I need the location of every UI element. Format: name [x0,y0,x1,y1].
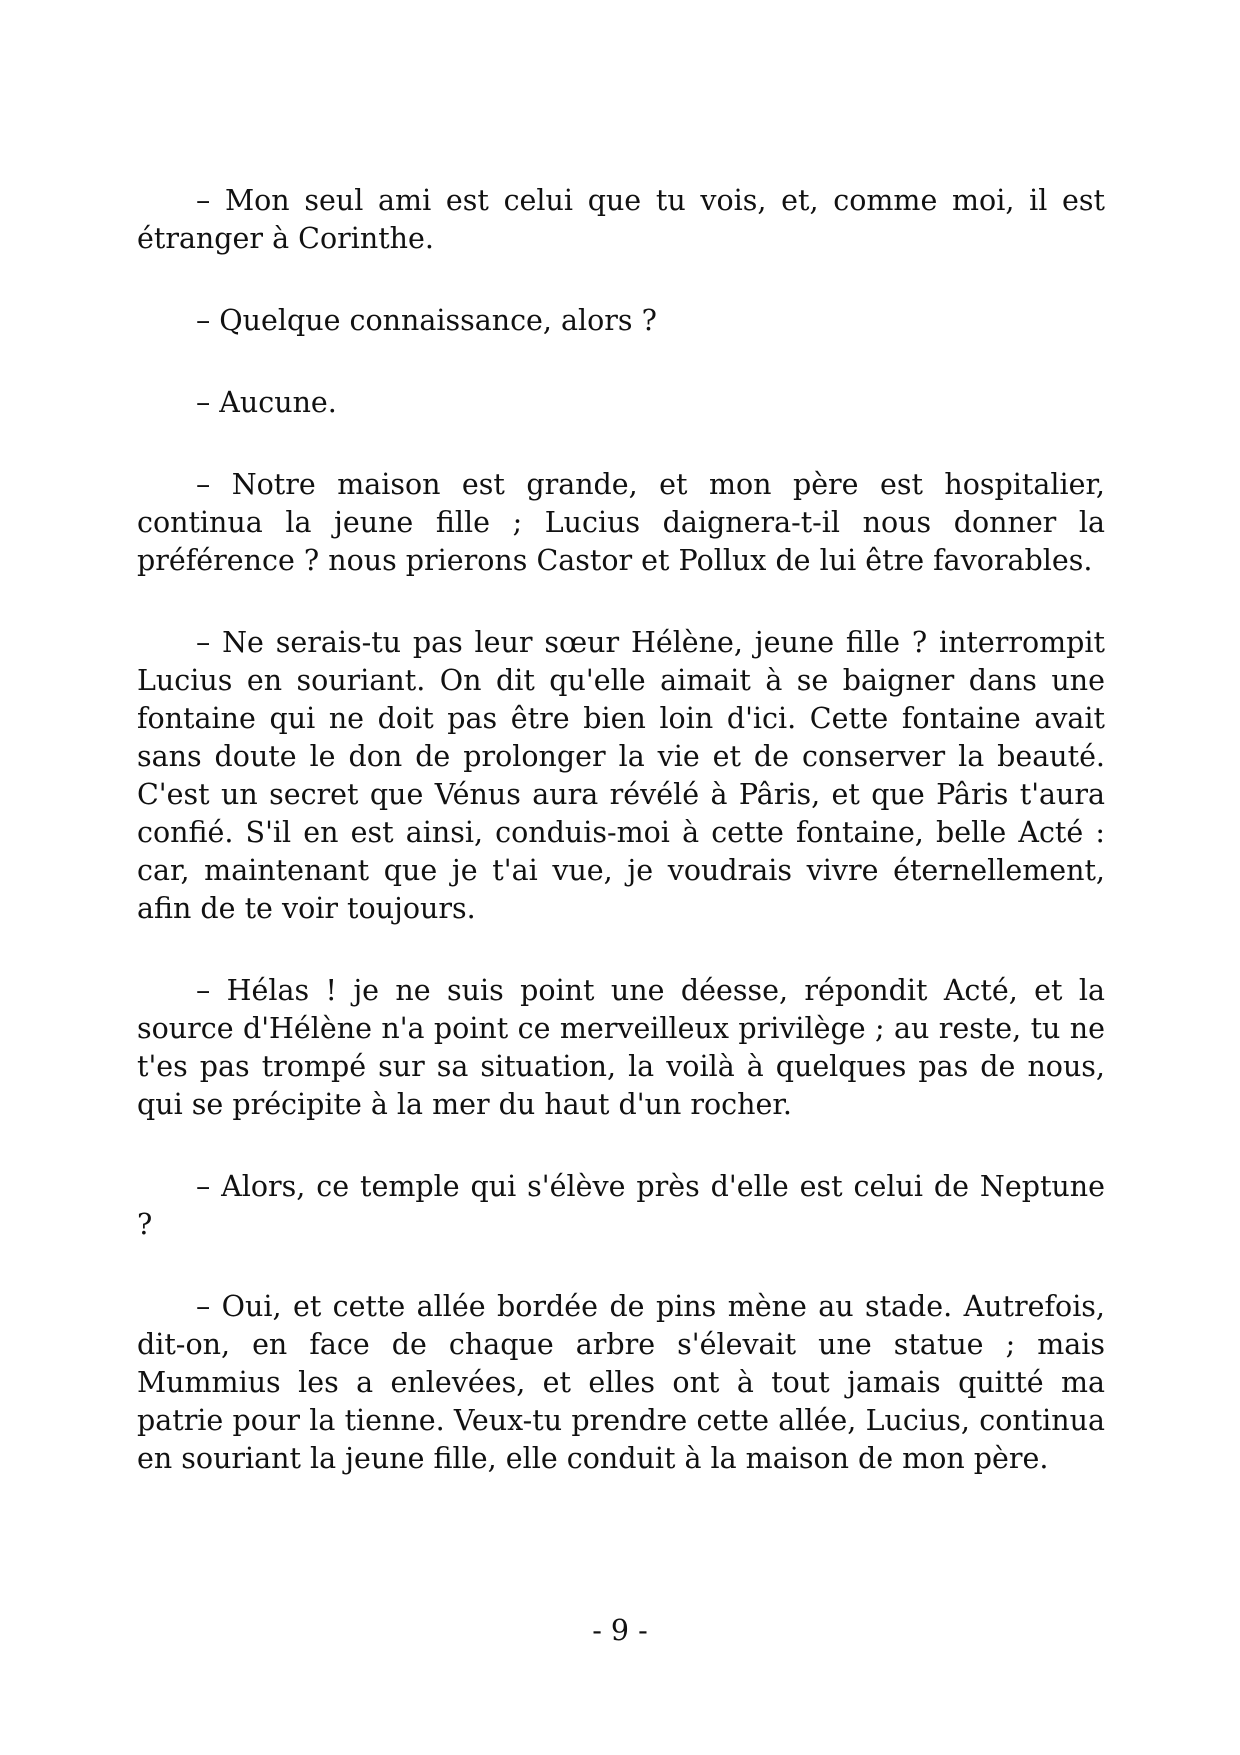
paragraph: – Quelque connaissance, alors ? [196,304,657,337]
paragraph: – Hélas ! je ne suis point une déesse, répondit Acté, et la source d'Hélène n'a point ce merveilleux privilège ; au reste, tu ne t'es pas trompé sur sa situation, la voilà à quelques pas de nous, qui se précipite à la mer du haut d'un rocher. [137,974,1105,1121]
page-number: - 9 - [592,1614,648,1647]
paragraph: – Aucune. [196,386,337,419]
paragraph: – Ne serais-tu pas leur sœur Hélène, jeune fille ? interrompit Lucius en souriant. On dit qu'elle aimait à se baigner dans une fontaine qui ne doit pas être bien loin d'ici. Cette fontaine avait sans doute le don de prolonger la vie et de conserver la beauté. C'est un secret que Vénus aura révélé à Pâris, et que Pâris t'aura confié. S'il en est ainsi, conduis-moi à cette fontaine, belle Acté : car, maintenant que je t'ai vue, je voudrais vivre éternellement, afin de te voir toujours. [137,626,1105,925]
page-body [137,182,1105,1478]
paragraph: – Oui, et cette allée bordée de pins mène au stade. Autrefois, dit-on, en face de chaque arbre s'élevait une statue ; mais Mummius les a enlevées, et elles ont à tout jamais quitté ma patrie pour la tienne. Veux-tu prendre cette allée, Lucius, continua en souriant la jeune fille, elle conduit à la maison de mon père. [137,1290,1105,1475]
paragraph: – Mon seul ami est celui que tu vois, et, comme moi, il est étranger à Corinthe. [137,184,1105,255]
paragraph: – Notre maison est grande, et mon père est hospitalier, continua la jeune fille ; Lucius daignera-t-il nous donner la préférence ? nous prierons Castor et Pollux de lui être favorables. [137,468,1105,577]
paragraph: – Alors, ce temple qui s'élève près d'elle est celui de Neptune ? [137,1170,1105,1241]
